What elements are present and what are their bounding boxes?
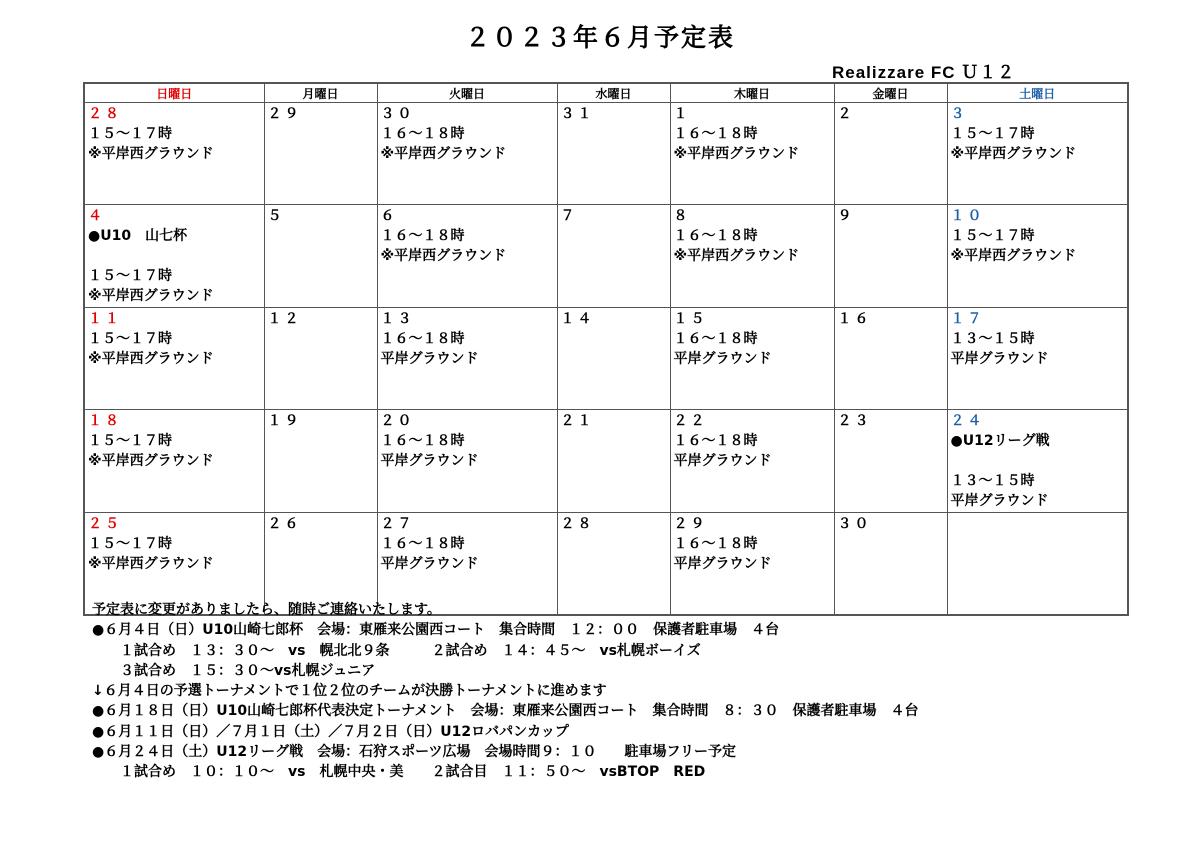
calendar-week-row	[84, 103, 1128, 205]
calendar-day-cell	[377, 205, 557, 308]
event-line: １５～１７時	[950, 126, 1035, 142]
note-line: ●６月４日（日）U10山崎七郎杯 会場：東雁来公園西コート 集合時間 １２：００ 保護者駐車場 ４台	[92, 622, 780, 639]
day-number: ２８	[88, 106, 122, 122]
event-line: １６～１８時	[380, 331, 465, 347]
note-line: １試合め １０：１０～ vs 札幌中央・美 ２試合目 １１：５０～ vsBTOP RED	[92, 764, 706, 781]
calendar-day-cell	[84, 103, 264, 205]
event-line	[951, 451, 1125, 471]
note-line: 予定表に変更がありましたら、随時ご連絡いたします。	[92, 602, 441, 618]
day-number: １３	[380, 311, 415, 327]
calendar-week-row	[84, 410, 1128, 513]
day-number: １１	[88, 311, 122, 327]
event-line: ※平岸西グラウンド	[88, 351, 214, 367]
note-line: ↓６月４日の予選トーナメントで１位２位のチームが決勝トーナメントに進めます	[92, 683, 607, 700]
note-line: ●６月１１日（日）／７月１日（土）／７月２日（日）U12ロバパンカップ	[92, 723, 569, 740]
event-line: １５～１７時	[88, 331, 172, 347]
day-number: ３０	[380, 106, 415, 122]
weekday-header-wednesday: 水曜日	[557, 83, 670, 103]
day-number: ４	[88, 208, 105, 224]
event-line: 平岸グラウンド	[380, 351, 479, 367]
day-number: ６	[380, 208, 398, 224]
event-line: ※平岸西グラウンド	[673, 146, 800, 162]
note-line: １試合め １３：３０～ vs 幌北北９条 ２試合め １４：４５～ vs札幌ボーイズ	[92, 642, 701, 659]
event-line: 平岸グラウンド	[673, 453, 772, 469]
event-line: １６～１８時	[673, 126, 758, 142]
calendar-day-cell	[670, 205, 834, 308]
day-number: １４	[560, 311, 595, 327]
weekday-header-friday: 金曜日	[834, 83, 947, 103]
calendar-week-row	[84, 205, 1128, 308]
calendar-day-cell	[947, 205, 1128, 308]
event-line: １６～１８時	[673, 433, 758, 449]
day-number: １２	[267, 311, 302, 327]
calendar-day-cell	[834, 205, 947, 308]
calendar-day-cell	[377, 410, 557, 513]
event-line: １６～１８時	[673, 536, 758, 552]
day-number: ２５	[88, 516, 122, 532]
calendar-day-cell	[947, 308, 1128, 410]
day-number: ９	[837, 208, 855, 224]
weekday-header-tuesday: 火曜日	[377, 83, 557, 103]
day-number: １８	[88, 413, 122, 429]
event-line: １３～１５時	[950, 331, 1035, 347]
event-line: １６～１８時	[380, 228, 465, 244]
calendar-day-cell	[264, 103, 377, 205]
day-number: ５	[267, 208, 285, 224]
day-number: ３１	[560, 106, 595, 122]
event-line: １６～１８時	[673, 228, 758, 244]
event-line	[88, 246, 261, 266]
calendar-day-cell	[377, 103, 557, 205]
event-line: ●U10 山七杯	[88, 228, 188, 244]
event-line: １６～１８時	[380, 433, 465, 449]
day-number: ２３	[837, 413, 872, 429]
calendar-day-cell	[834, 410, 947, 513]
calendar-day-cell	[557, 308, 670, 410]
event-line: ※平岸西グラウンド	[88, 146, 214, 162]
day-number: １５	[673, 311, 708, 327]
calendar-day-cell	[557, 103, 670, 205]
event-line: 平岸グラウンド	[673, 351, 772, 367]
day-number: ２６	[267, 516, 302, 532]
event-line: １６～１８時	[380, 536, 465, 552]
calendar-day-cell	[557, 205, 670, 308]
event-line: １５～１７時	[950, 228, 1035, 244]
event-line: ●U12リーグ戦	[950, 433, 1050, 449]
day-number: １７	[950, 311, 985, 327]
calendar-day-cell	[264, 205, 377, 308]
calendar-day-cell	[84, 308, 264, 410]
day-number: ２９	[673, 516, 708, 532]
event-line: ※平岸西グラウンド	[673, 248, 800, 264]
notes-section	[92, 600, 1142, 783]
calendar-day-cell	[264, 308, 377, 410]
day-number: ２７	[380, 516, 415, 532]
weekday-header-sunday: 日曜日	[84, 83, 264, 103]
event-line: １６～１８時	[673, 331, 758, 347]
day-number: ８	[673, 208, 691, 224]
event-line: 平岸グラウンド	[380, 453, 479, 469]
day-number: １	[673, 106, 691, 122]
calendar-day-cell	[557, 410, 670, 513]
event-line: １５～１７時	[88, 433, 172, 449]
day-number: １０	[950, 208, 985, 224]
calendar-day-cell	[834, 103, 947, 205]
event-line: 平岸グラウンド	[673, 556, 772, 572]
day-number: ２１	[560, 413, 595, 429]
note-line: ●６月１８日（日）U10山崎七郎杯代表決定トーナメント 会場：東雁来公園西コート 集合時間 ８：３０ 保護者駐車場 ４台	[92, 703, 919, 720]
calendar-week-row	[84, 308, 1128, 410]
calendar-day-cell	[670, 410, 834, 513]
event-line: 平岸グラウンド	[950, 351, 1049, 367]
calendar-day-cell	[670, 103, 834, 205]
note-line: ３試合め １５：３０～vs札幌ジュニア	[92, 662, 376, 679]
event-line: １３～１５時	[950, 473, 1035, 489]
calendar-day-cell	[947, 103, 1128, 205]
day-number: ２８	[560, 516, 595, 532]
page-title: ２０２３年６月予定表	[464, 23, 735, 52]
day-number: ２４	[950, 413, 985, 429]
event-line: 平岸グラウンド	[950, 493, 1049, 509]
calendar-table	[83, 82, 1129, 616]
calendar-day-cell	[84, 410, 264, 513]
day-number: ２	[837, 106, 855, 122]
calendar-day-cell	[377, 308, 557, 410]
calendar-day-cell	[834, 308, 947, 410]
weekday-header-row	[84, 83, 1128, 103]
calendar-day-cell	[947, 410, 1128, 513]
event-line: １５～１７時	[88, 126, 172, 142]
event-line: 平岸グラウンド	[380, 556, 479, 572]
note-line: ●６月２４日（土）U12リーグ戦 会場：石狩スポーツ広場 会場時間９：１０ 駐車場フリー予定	[92, 744, 736, 761]
event-line: １６～１８時	[380, 126, 465, 142]
event-line: ※平岸西グラウンド	[88, 288, 214, 304]
event-line: ※平岸西グラウンド	[88, 556, 214, 572]
day-number: ２２	[673, 413, 708, 429]
calendar-day-cell	[670, 308, 834, 410]
event-line: ※平岸西グラウンド	[380, 248, 507, 264]
day-number: ３	[950, 106, 968, 122]
day-number: １６	[837, 311, 872, 327]
weekday-header-saturday: 土曜日	[947, 83, 1128, 103]
team-name: Realizzare FC Ｕ１２	[832, 63, 1016, 82]
weekday-header-thursday: 木曜日	[670, 83, 834, 103]
event-line: ※平岸西グラウンド	[380, 146, 507, 162]
event-line: ※平岸西グラウンド	[88, 453, 214, 469]
event-line: ※平岸西グラウンド	[950, 248, 1077, 264]
calendar-day-cell	[84, 205, 264, 308]
event-line: １５～１７時	[88, 536, 172, 552]
calendar-day-cell	[264, 410, 377, 513]
day-number: ７	[560, 208, 578, 224]
day-number: ３０	[837, 516, 872, 532]
event-line: １５～１７時	[88, 268, 172, 284]
day-number: １９	[267, 413, 302, 429]
day-number: ２９	[267, 106, 302, 122]
event-line: ※平岸西グラウンド	[950, 146, 1077, 162]
day-number: ２０	[380, 413, 415, 429]
weekday-header-monday: 月曜日	[264, 83, 377, 103]
